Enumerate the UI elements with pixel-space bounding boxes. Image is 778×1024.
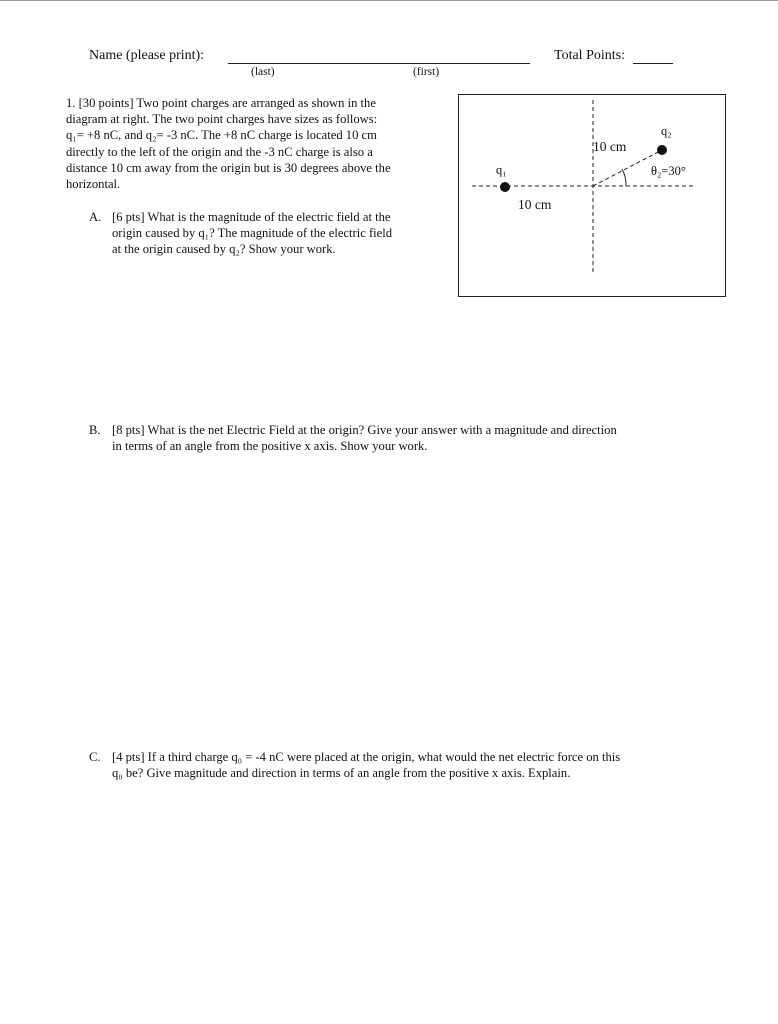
part-b-line: [8 pts] What is the net Electric Field at the origin? Give your answer with a magnitude and direction <box>112 423 617 437</box>
q2-charge <box>657 145 667 155</box>
part-a-line: origin caused by q₁? The magnitude of the electric field <box>112 226 393 241</box>
part-c-line: q₀ be? Give magnitude and direction in terms of an angle from the positive x axis. Explain. <box>112 766 571 781</box>
total-points-field[interactable] <box>633 63 673 64</box>
part-b-text <box>112 422 617 454</box>
intro-line: 1. [30 points] Two point charges are arranged as shown in the <box>66 96 376 110</box>
diagonal-distance-label: 10 cm <box>593 139 627 154</box>
intro-line: horizontal. <box>66 177 121 192</box>
name-field[interactable] <box>228 63 530 64</box>
part-b-letter: B. <box>89 423 101 437</box>
part-b-line: in terms of an angle from the positive x axis. Show your work. <box>112 439 428 454</box>
q1-charge <box>500 182 510 192</box>
part-a-text <box>112 209 392 258</box>
intro-line: diagram at right. The two point charges have sizes as follows: <box>66 112 378 127</box>
first-name-caption: (first) <box>413 66 440 78</box>
page-top-border <box>0 0 778 1</box>
part-c-text <box>112 749 620 781</box>
part-a-line: [6 pts] What is the magnitude of the electric field at the <box>112 210 391 224</box>
intro-line: directly to the left of the origin and the -3 nC charge is also a <box>66 144 373 159</box>
last-name-caption: (last) <box>251 66 275 78</box>
part-a-line: at the origin caused by q₂? Show your work. <box>112 242 336 257</box>
q1-label: q₁ <box>496 163 507 177</box>
horizontal-distance-label: 10 cm <box>518 197 552 212</box>
part-c-letter: C. <box>89 750 101 764</box>
part-a-letter: A. <box>89 210 102 224</box>
total-points-label: Total Points: <box>554 48 625 63</box>
name-label: Name (please print): <box>89 48 205 63</box>
part-c-line: [4 pts] If a third charge q₀ = -4 nC were placed at the origin, what would the net electric force on this <box>112 750 621 764</box>
problem-intro <box>66 95 391 192</box>
diagram-frame <box>459 95 726 297</box>
charge-diagram <box>458 94 726 297</box>
intro-line: q₁= +8 nC, and q₂= -3 nC. The +8 nC charge is located 10 cm <box>66 128 377 143</box>
angle-label: θ₂=30° <box>651 164 686 178</box>
angle-arc <box>622 169 626 186</box>
q2-label: q₂ <box>661 124 672 138</box>
intro-line: distance 10 cm away from the origin but is 30 degrees above the <box>66 160 391 175</box>
